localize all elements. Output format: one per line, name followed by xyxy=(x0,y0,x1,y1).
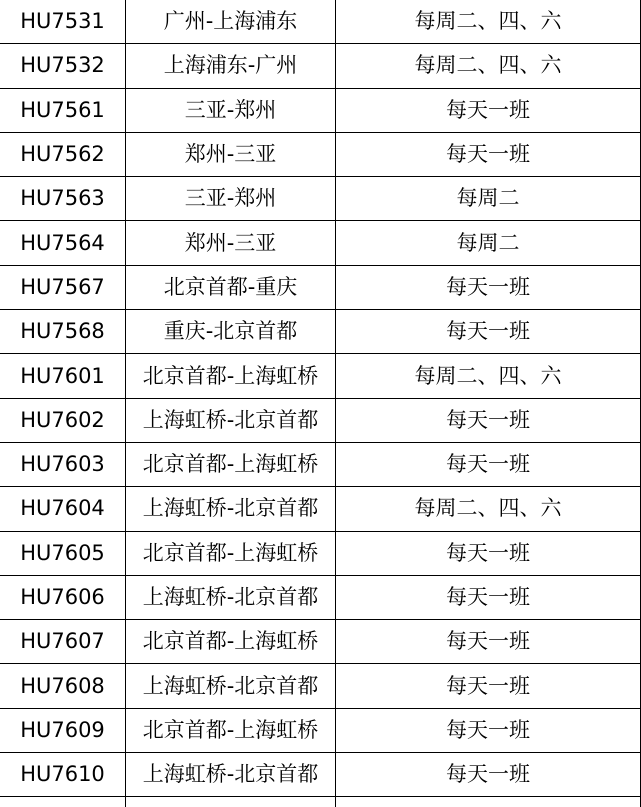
table-row xyxy=(0,44,641,88)
table-row xyxy=(0,354,641,398)
flight-number-cell: HU7610 xyxy=(0,753,126,797)
route-cell: 北京首都-上海虹桥 xyxy=(126,708,336,752)
table-row xyxy=(0,664,641,708)
route-cell: 上海虹桥-北京首都 xyxy=(126,753,336,797)
flight-number-cell: HU7561 xyxy=(0,88,126,132)
table-row xyxy=(0,753,641,797)
flight-number-cell: HU7602 xyxy=(0,398,126,442)
frequency-cell: 每周二、四、六 xyxy=(336,44,641,88)
flight-number-cell: HU7607 xyxy=(0,620,126,664)
table-row xyxy=(0,88,641,132)
frequency-cell: 每天一班 xyxy=(336,132,641,176)
flight-number-cell: HU7531 xyxy=(0,0,126,44)
frequency-cell: 每周二 xyxy=(336,221,641,265)
route-cell: 北京首都-上海虹桥 xyxy=(126,442,336,486)
table-row xyxy=(0,398,641,442)
route-cell: 上海虹桥-北京首都 xyxy=(126,664,336,708)
route-cell: 上海虹桥-北京首都 xyxy=(126,575,336,619)
frequency-cell: 每天一班 xyxy=(336,531,641,575)
table-row xyxy=(0,221,641,265)
frequency-cell: 每天一班 xyxy=(336,265,641,309)
flight-number-cell: HU7562 xyxy=(0,132,126,176)
table-row xyxy=(0,708,641,752)
route-cell: 北京首都-上海虹桥 xyxy=(126,354,336,398)
table-row xyxy=(0,265,641,309)
frequency-cell: 每周二、四、六 xyxy=(336,354,641,398)
frequency-cell: 每天一班 xyxy=(336,620,641,664)
frequency-cell: 每周二、四、六 xyxy=(336,487,641,531)
table-row xyxy=(0,442,641,486)
route-cell: 上海虹桥-北京首都 xyxy=(126,398,336,442)
table-row xyxy=(0,0,641,44)
route-cell: 重庆-北京首都 xyxy=(126,310,336,354)
route-cell: 三亚-郑州 xyxy=(126,88,336,132)
route-cell: 广州-上海浦东 xyxy=(126,0,336,44)
route-cell: 三亚-郑州 xyxy=(126,177,336,221)
table-row xyxy=(0,620,641,664)
flight-number-cell: HU7606 xyxy=(0,575,126,619)
flight-number-cell: HU7568 xyxy=(0,310,126,354)
table-row xyxy=(0,575,641,619)
route-cell: 郑州-三亚 xyxy=(126,132,336,176)
table-row xyxy=(0,487,641,531)
route-cell: 北京首都-上海虹桥 xyxy=(126,531,336,575)
frequency-cell: 每周二 xyxy=(336,177,641,221)
flight-number-cell: HU7609 xyxy=(0,708,126,752)
table-row xyxy=(0,177,641,221)
flight-number-cell: HU7601 xyxy=(0,354,126,398)
frequency-cell: 每周二、四、六 xyxy=(336,0,641,44)
flight-number-cell: HU7567 xyxy=(0,265,126,309)
flight-number-cell: HU7603 xyxy=(0,442,126,486)
frequency-cell: 每天一班 xyxy=(336,310,641,354)
frequency-cell: 每天一班 xyxy=(336,398,641,442)
flight-number-cell: HU7564 xyxy=(0,221,126,265)
frequency-cell: 每天一班 xyxy=(336,575,641,619)
flight-number-cell: HU7608 xyxy=(0,664,126,708)
frequency-cell: 每天一班 xyxy=(336,708,641,752)
flight-number-cell: HU7604 xyxy=(0,487,126,531)
route-cell: 北京首都-上海虹桥 xyxy=(126,620,336,664)
route-cell: 上海浦东-广州 xyxy=(126,44,336,88)
route-cell: 郑州-三亚 xyxy=(126,221,336,265)
frequency-cell: 每天一班 xyxy=(336,442,641,486)
table-row xyxy=(0,310,641,354)
table-row xyxy=(0,132,641,176)
frequency-cell: 每天一班 xyxy=(336,88,641,132)
flight-number-cell: HU7532 xyxy=(0,44,126,88)
flight-number-cell: HU7605 xyxy=(0,531,126,575)
route-cell: 北京首都-重庆 xyxy=(126,265,336,309)
frequency-cell: 每天一班 xyxy=(336,753,641,797)
frequency-cell: 每天一班 xyxy=(336,664,641,708)
flight-number-cell: HU7563 xyxy=(0,177,126,221)
table-row xyxy=(0,531,641,575)
route-cell: 上海虹桥-北京首都 xyxy=(126,487,336,531)
